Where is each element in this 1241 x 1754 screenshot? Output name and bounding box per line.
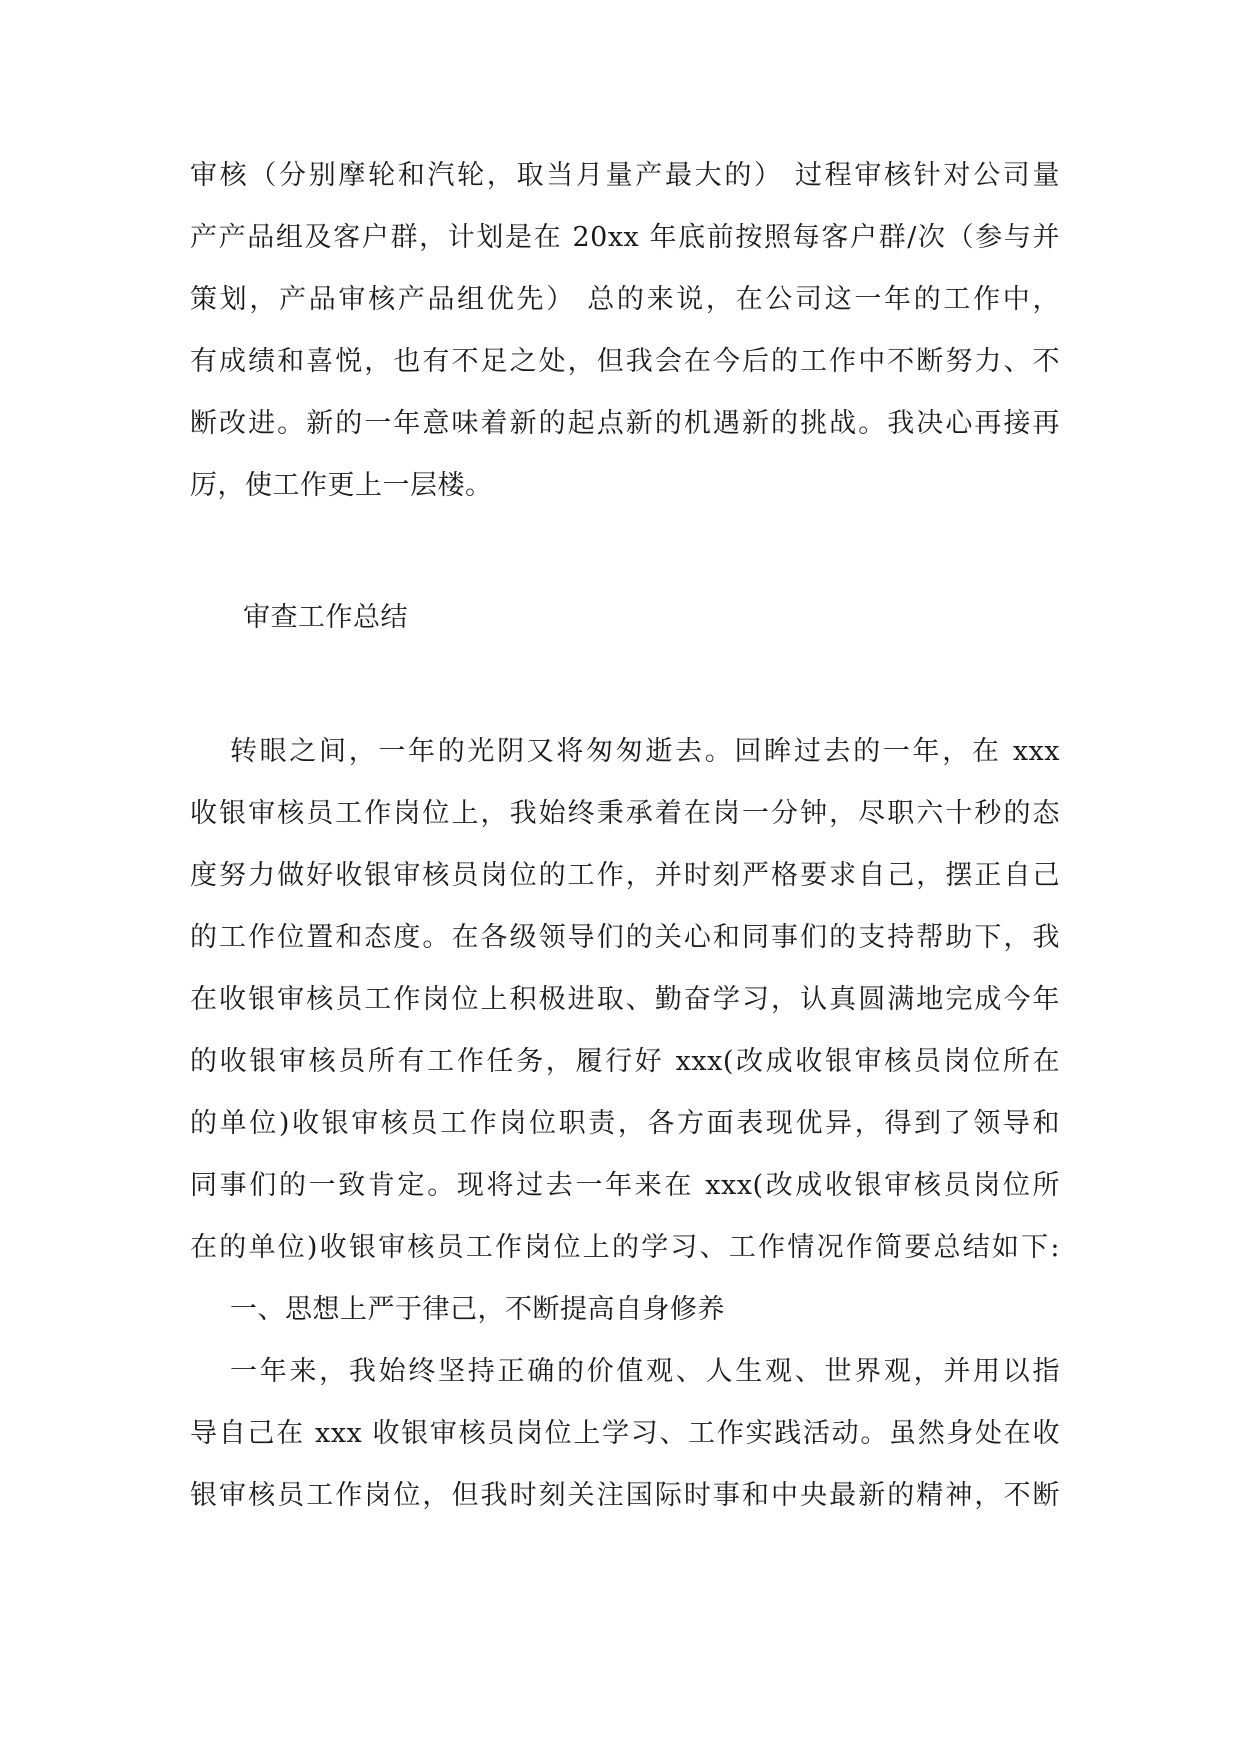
section-title: 审查工作总结: [243, 602, 408, 633]
paragraph-line: 审核（分别摩轮和汽轮，取当月量产最大的） 过程审核针对公司量: [190, 160, 1060, 191]
paragraph-line: 的收银审核员所有工作任务，履行好 xxx(改成收银审核员岗位所在: [190, 1046, 1060, 1077]
section-heading: 一、思想上严于律己，不断提高自身修养: [230, 1294, 725, 1325]
paragraph-line: 的工作位置和态度。在各级领导们的关心和同事们的支持帮助下，我: [190, 922, 1060, 953]
paragraph-line: 的单位)收银审核员工作岗位职责，各方面表现优异，得到了领导和: [190, 1108, 1060, 1139]
paragraph-line: 银审核员工作岗位，但我时刻关注国际时事和中央最新的精神，不断: [190, 1480, 1060, 1511]
paragraph-line: 一年来，我始终坚持正确的价值观、人生观、世界观，并用以指: [230, 1356, 1060, 1387]
paragraph-line: 收银审核员工作岗位上，我始终秉承着在岗一分钟，尽职六十秒的态: [190, 798, 1060, 829]
paragraph-line: 有成绩和喜悦，也有不足之处，但我会在今后的工作中不断努力、不: [190, 346, 1060, 377]
paragraph-line: 断改进。新的一年意味着新的起点新的机遇新的挑战。我决心再接再: [190, 408, 1060, 439]
paragraph-line: 度努力做好收银审核员岗位的工作，并时刻严格要求自己，摆正自己: [190, 860, 1060, 891]
paragraph-line: 策划，产品审核产品组优先） 总的来说，在公司这一年的工作中，: [190, 284, 1060, 315]
paragraph-line: 导自己在 xxx 收银审核员岗位上学习、工作实践活动。虽然身处在收: [190, 1418, 1060, 1449]
paragraph-line: 厉，使工作更上一层楼。: [190, 470, 493, 501]
paragraph-line: 转眼之间，一年的光阴又将匆匆逝去。回眸过去的一年，在 xxx: [230, 736, 1060, 767]
paragraph-line: 产产品组及客户群，计划是在 20xx 年底前按照每客户群/次（参与并: [190, 222, 1060, 253]
paragraph-line: 在的单位)收银审核员工作岗位上的学习、工作情况作简要总结如下:: [190, 1232, 1060, 1263]
paragraph-line: 在收银审核员工作岗位上积极进取、勤奋学习，认真圆满地完成今年: [190, 984, 1060, 1015]
paragraph-line: 同事们的一致肯定。现将过去一年来在 xxx(改成收银审核员岗位所: [190, 1170, 1060, 1201]
